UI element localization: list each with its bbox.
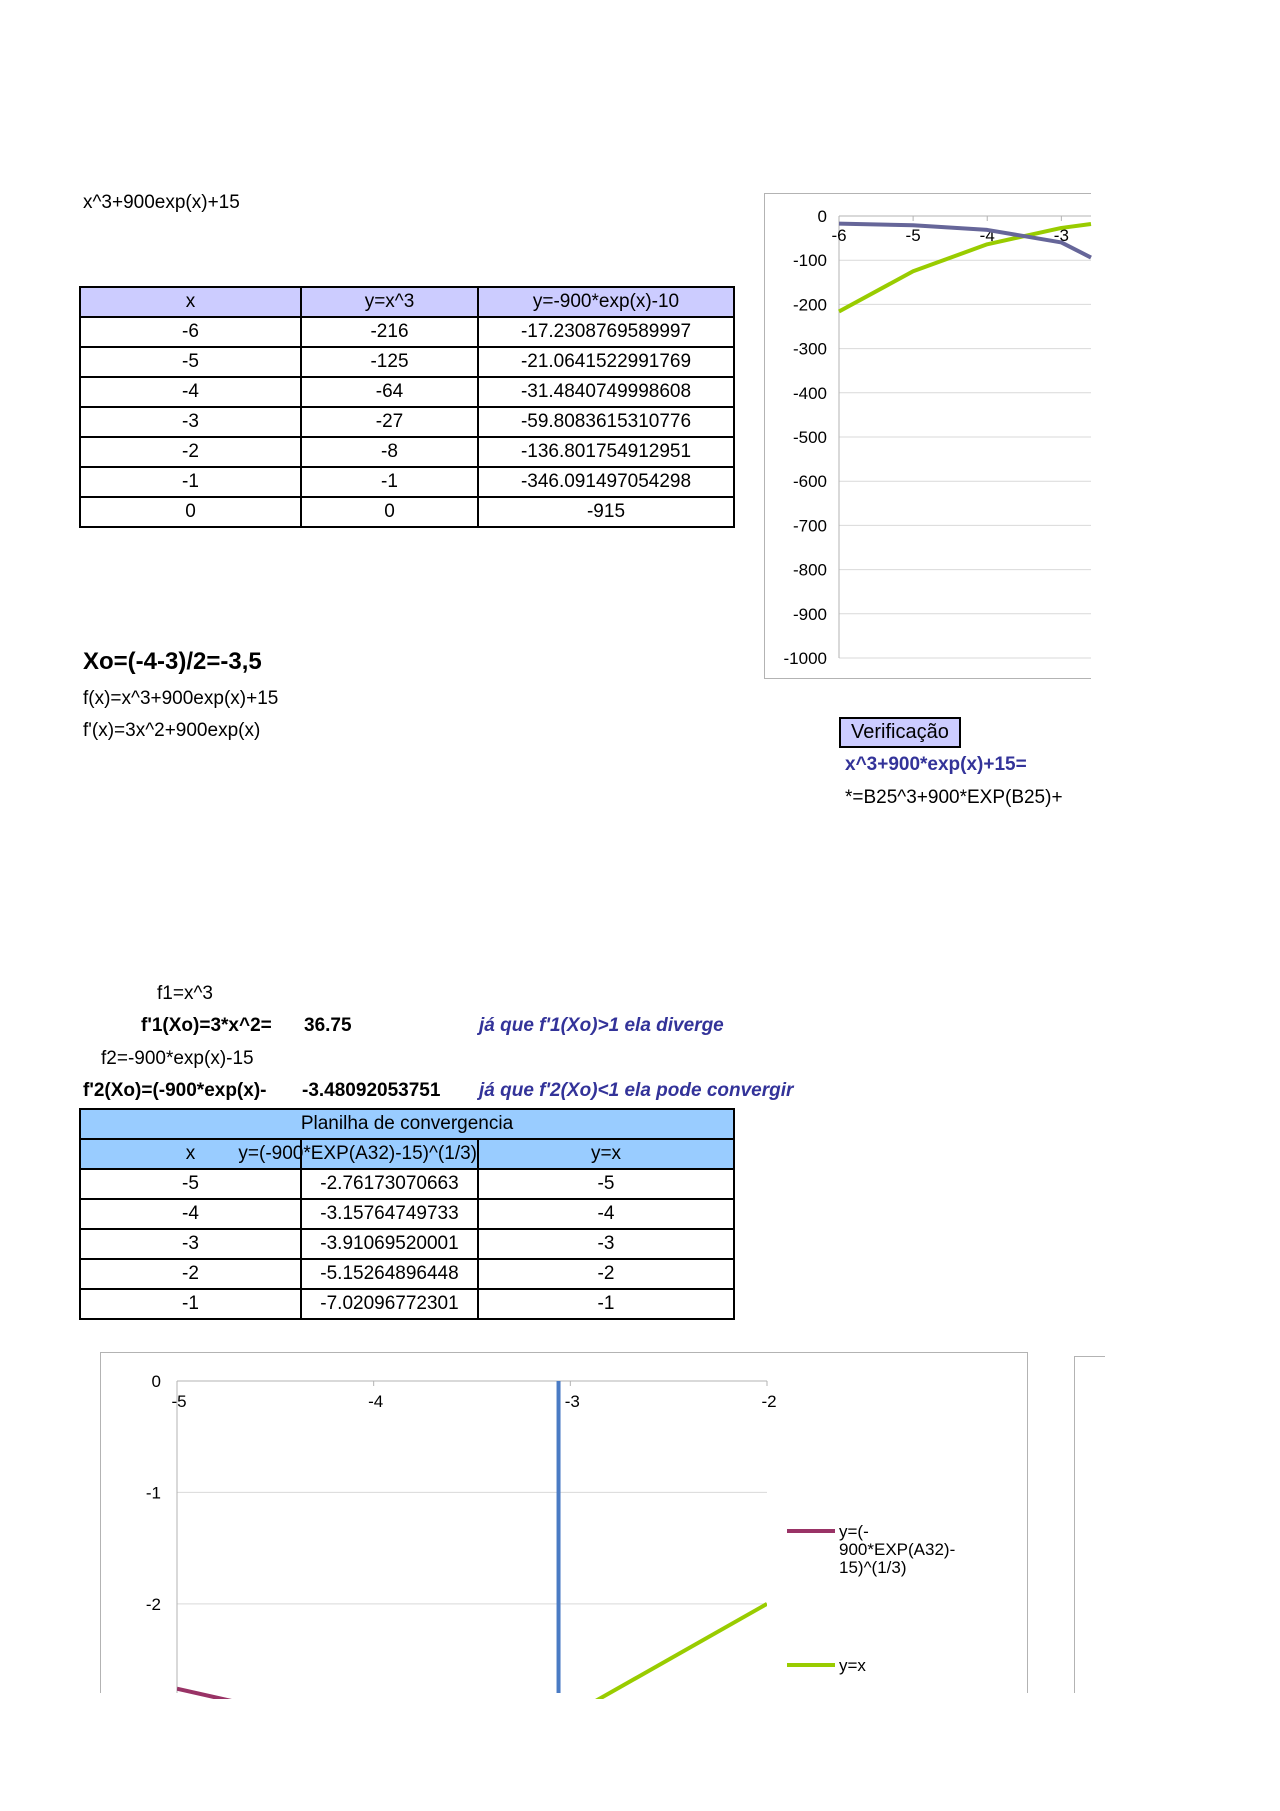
y-tick-label: -800 — [792, 560, 827, 580]
fpx-definition: f'(x)=3x^2+900exp(x) — [83, 720, 261, 741]
table-cell: x — [80, 1139, 301, 1169]
fx-definition: f(x)=x^3+900exp(x)+15 — [83, 688, 279, 709]
f2-convergence-note: já que f'2(Xo)<1 ela pode convergir — [479, 1080, 794, 1101]
table-cell: -1 — [80, 467, 301, 497]
x-tick-label: -4 — [979, 226, 995, 245]
table-title: Planilha de convergencia — [80, 1109, 734, 1139]
chart-2 — [101, 1353, 1027, 1693]
table-cell: y=(-900*EXP(A32)-15)^(1/3) — [301, 1139, 478, 1169]
verificacao-formula-label: x^3+900*exp(x)+15= — [845, 754, 1027, 775]
chart-1-frame — [764, 193, 1091, 679]
f1-derivative-value: 36.75 — [304, 1015, 352, 1036]
table-cell: -64 — [301, 377, 478, 407]
values-table — [79, 286, 735, 528]
plot-area — [177, 1381, 767, 1811]
table-row — [80, 1169, 734, 1199]
table-cell: -1 — [80, 1289, 301, 1319]
table-cell: -5 — [80, 347, 301, 377]
table-cell: -3 — [80, 407, 301, 437]
table-row — [80, 497, 734, 527]
table-row — [80, 1229, 734, 1259]
y-tick-label: -900 — [792, 604, 827, 624]
y-tick-label: -1000 — [783, 649, 827, 668]
table-cell: -8 — [301, 437, 478, 467]
xo-title: Xo=(-4-3)/2=-3,5 — [83, 648, 262, 675]
table-cell: -2 — [478, 1259, 734, 1289]
table-cell: -1 — [478, 1289, 734, 1319]
y-tick-label: -700 — [792, 516, 827, 536]
convergence-table — [79, 1108, 735, 1320]
table-cell: -136.801754912951 — [478, 437, 734, 467]
table-cell: -2.76173070663 — [301, 1169, 478, 1199]
y-tick-label: -2 — [145, 1594, 161, 1614]
legend-label-line: y=(- — [839, 1522, 869, 1541]
table-cell: -3.15764749733 — [301, 1199, 478, 1229]
legend-label — [839, 1522, 955, 1577]
x-tick-label: -2 — [761, 1392, 777, 1411]
table-header-row — [80, 287, 734, 317]
table-cell: -216 — [301, 317, 478, 347]
table-cell: 0 — [80, 497, 301, 527]
y-tick-label: 0 — [151, 1372, 161, 1391]
table-header-row — [80, 1139, 734, 1169]
table-cell: -5 — [80, 1169, 301, 1199]
verificacao-box: Verificação — [839, 717, 961, 748]
table-cell: -346.091497054298 — [478, 467, 734, 497]
f2-definition: f2=-900*exp(x)-15 — [101, 1048, 254, 1069]
x-tick-label: -3 — [564, 1392, 580, 1411]
f1-derivative-label: f'1(Xo)=3*x^2= — [141, 1015, 272, 1036]
table-cell: -27 — [301, 407, 478, 437]
series-line — [177, 1689, 374, 1733]
y-tick-label: -500 — [792, 428, 827, 447]
x-tick-label: -6 — [831, 226, 847, 245]
table-cell: -4 — [80, 1199, 301, 1229]
legend-label: y=x — [839, 1656, 866, 1675]
table-row — [80, 437, 734, 467]
table-row — [80, 1259, 734, 1289]
x-tick-label: -5 — [171, 1392, 187, 1411]
table-cell: -4 — [80, 377, 301, 407]
table-cell: 0 — [301, 497, 478, 527]
series-line — [177, 1604, 767, 1811]
table-row — [80, 1199, 734, 1229]
table-cell: -31.4840749998608 — [478, 377, 734, 407]
y-tick-label: -300 — [792, 339, 827, 359]
table-cell: -3 — [80, 1229, 301, 1259]
legend-label-line: 15)^(1/3) — [839, 1558, 907, 1577]
table-cell: -3 — [478, 1229, 734, 1259]
table-cell: -915 — [478, 497, 734, 527]
f2-derivative-label: f'2(Xo)=(-900*exp(x)- — [83, 1080, 267, 1101]
x-tick-label: -3 — [1053, 226, 1069, 245]
table-row — [80, 347, 734, 377]
table-cell: y=x^3 — [301, 287, 478, 317]
y-tick-label: -400 — [792, 383, 827, 403]
y-tick-label: 0 — [817, 207, 827, 226]
chart-legend — [787, 1522, 955, 1675]
legend-label-line: 900*EXP(A32)- — [839, 1540, 956, 1559]
table-cell: -17.2308769589997 — [478, 317, 734, 347]
f1-definition: f1=x^3 — [157, 983, 213, 1004]
f2-derivative-value: -3.48092053751 — [302, 1080, 441, 1101]
table-row — [80, 407, 734, 437]
table-cell: -59.8083615310776 — [478, 407, 734, 437]
x-tick-label: -4 — [368, 1392, 384, 1411]
table-cell: -7.02096772301 — [301, 1289, 478, 1319]
table-cell: -2 — [80, 437, 301, 467]
table-title-row — [80, 1109, 734, 1139]
x-tick-label: -5 — [905, 226, 921, 245]
y-tick-label: -200 — [792, 295, 827, 315]
chart-3-frame-partial — [1074, 1356, 1105, 1693]
header-formula: x^3+900exp(x)+15 — [83, 192, 240, 213]
table-cell: y=x — [478, 1139, 734, 1169]
table-cell: -21.0641522991769 — [478, 347, 734, 377]
chart-1 — [765, 194, 1091, 678]
table-cell: -5.15264896448 — [301, 1259, 478, 1289]
y-tick-label: -600 — [792, 472, 827, 492]
table-row — [80, 377, 734, 407]
table-cell: -1 — [301, 467, 478, 497]
table-cell: -6 — [80, 317, 301, 347]
table-row — [80, 1289, 734, 1319]
f1-divergence-note: já que f'1(Xo)>1 ela diverge — [479, 1015, 724, 1036]
chart-2-frame — [100, 1352, 1028, 1693]
table-cell: -3.91069520001 — [301, 1229, 478, 1259]
table-cell: x — [80, 287, 301, 317]
verificacao-formula-cell: *=B25^3+900*EXP(B25)+ — [845, 787, 1063, 808]
table-row — [80, 467, 734, 497]
table-cell: -125 — [301, 347, 478, 377]
table-cell: y=-900*exp(x)-10 — [478, 287, 734, 317]
table-row — [80, 317, 734, 347]
y-tick-label: -1 — [145, 1483, 161, 1503]
table-cell: -5 — [478, 1169, 734, 1199]
table-cell: -2 — [80, 1259, 301, 1289]
table-cell: -4 — [478, 1199, 734, 1229]
y-tick-label: -100 — [792, 251, 827, 271]
